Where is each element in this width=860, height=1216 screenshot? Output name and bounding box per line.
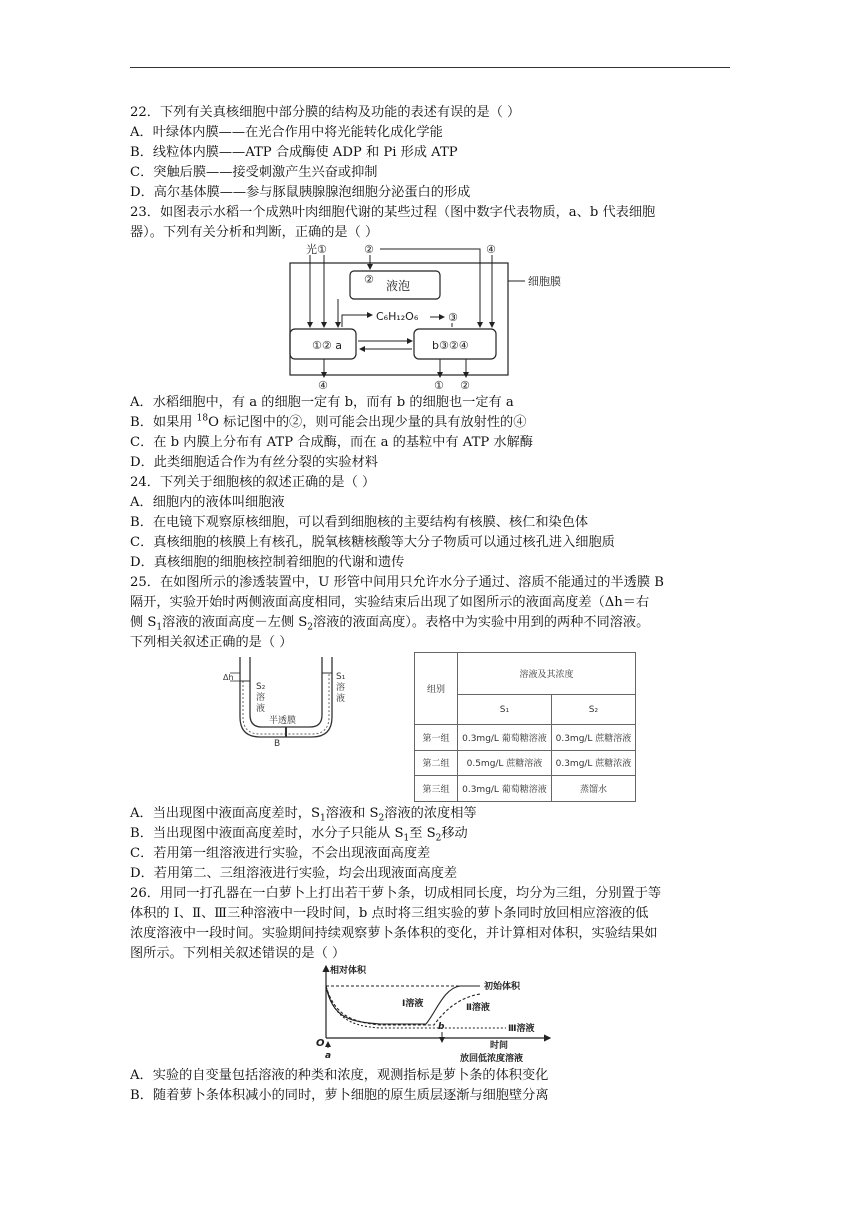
substance-3: ③: [448, 311, 458, 324]
question-22-option-d: D．高尔基体膜——参与豚鼠胰腺腺泡细胞分泌蛋白的形成: [130, 185, 471, 200]
question-26-stem-line4: 图所示。下列相关叙述错误的是（ ）: [130, 946, 346, 961]
organelle-b-label: b③②④: [432, 339, 469, 352]
question-22-option-a: A．叶绿体内膜——在光合作用中将光能转化成化学能: [130, 125, 443, 140]
s1-solution-char2: 液: [336, 694, 346, 704]
table-cell: 0.3mg/L 蔗糖溶液: [551, 725, 635, 751]
question-26-stem-line2: 体积的 Ⅰ、Ⅱ、Ⅲ三种溶液中一段时间，b 点时将三组实验的萝卜条同时放回相应溶液的低: [130, 906, 649, 921]
light-label: 光①: [306, 243, 327, 256]
question-25-stem-line1: 25．在如图所示的渗透装置中，U 形管中间用只允许水分子通过、溶质不能通过的半透膜 B: [130, 575, 664, 590]
question-22-option-b: B．线粒体内膜——ATP 合成酶使 ADP 和 Pi 形成 ATP: [130, 145, 458, 160]
table-cell: 第三组: [415, 776, 458, 802]
substance-2-top: ②: [364, 243, 374, 256]
question-24-option-b: B．在电镜下观察原核细胞，可以看到细胞核的主要结构有核膜、核仁和染色体: [130, 515, 589, 530]
question-26-option-a: A．实验的自变量包括溶液的种类和浓度，观测指标是萝卜条的体积变化: [130, 1068, 549, 1083]
point-b-label: b: [438, 1022, 445, 1032]
question-23-stem-line2: 器）。下列有关分析和判断，正确的是（ ）: [130, 225, 379, 240]
substance-1-bottom: ①: [434, 379, 444, 391]
table-header-s2: S₂: [551, 695, 635, 725]
table-cell: 0.3mg/L 葡萄糖溶液: [458, 725, 552, 751]
header-rule: [130, 67, 730, 68]
question-24-option-d: D．真核细胞的细胞核控制着细胞的代谢和遗传: [130, 555, 405, 570]
origin-label: O: [316, 1038, 325, 1049]
point-a-label: a: [325, 1051, 332, 1061]
table-cell: 0.5mg/L 蔗糖溶液: [458, 750, 552, 776]
table-row: [415, 750, 636, 776]
relative-volume-graph: [310, 962, 570, 1066]
question-24-option-c: C．真核细胞的核膜上有核孔，脱氧核糖核酸等大分子物质可以通过核孔进入细胞质: [130, 535, 615, 550]
question-25-stem-line3: 侧 $S_1$溶液的液面高度－左侧 $S_2$溶液的液面高度）。表格中为实验中用到的两种不同溶液。: [130, 615, 650, 633]
table-cell: 第一组: [415, 725, 458, 751]
question-26-option-b: B．随着萝卜条体积减小的同时，萝卜细胞的原生质层逐渐与细胞壁分离: [130, 1088, 549, 1103]
question-25-option-a: A．当出现图中液面高度差时，$S_1$溶液和 $S_2$溶液的浓度相等: [130, 806, 477, 824]
question-23-option-d: D．此类细胞适合作为有丝分裂的实验材料: [130, 455, 378, 470]
question-23-option-a: A．水稻细胞中，有 a 的细胞一定有 b，而有 b 的细胞也一定有 a: [130, 395, 514, 410]
graph-xlabel: 时间: [490, 1041, 509, 1051]
table-row: [415, 776, 636, 802]
question-24-option-a: A．细胞内的液体叫细胞液: [130, 495, 285, 510]
question-23-stem-line1: 23．如图表示水稻一个成熟叶肉细胞代谢的某些过程（图中数字代表物质，a、b 代表细胞: [130, 205, 656, 220]
table-cell: 蒸馏水: [551, 776, 635, 802]
substance-4-bottom: ④: [318, 379, 328, 391]
solution-2-label: Ⅱ溶液: [466, 1003, 490, 1013]
cell-metabolism-diagram: [280, 241, 590, 391]
u-tube-osmosis-diagram: [222, 655, 352, 747]
organelle-a-label: ①② a: [312, 339, 342, 352]
question-22-stem: 22．下列有关真核细胞中部分膜的结构及功能的表述有误的是（ ）: [130, 105, 521, 120]
s2-solution-char1: 溶: [256, 693, 266, 703]
question-25-stem-line4: 下列相关叙述正确的是（ ）: [130, 635, 293, 650]
cell-membrane-label: 细胞膜: [528, 275, 561, 288]
s2-label: S₂: [256, 682, 266, 692]
graph-ylabel: 相对体积: [330, 966, 367, 976]
question-25-option-b: B．当出现图中液面高度差时，水分子只能从 $S_1$至 $S_2$移动: [130, 826, 468, 844]
vacuole-label: 液泡: [386, 279, 411, 293]
solution-3-label: Ⅲ溶液: [508, 1024, 535, 1034]
solution-1-label: Ⅰ溶液: [402, 999, 424, 1009]
question-24-stem: 24．下列关于细胞核的叙述正确的是（ ）: [130, 475, 376, 490]
solution-table: [414, 652, 636, 802]
question-22-option-c: C．突触后膜——接受刺激产生兴奋或抑制: [130, 165, 378, 180]
membrane-label: 半透膜: [269, 716, 297, 726]
return-low-concentration-label: 放回低浓度溶液: [460, 1054, 524, 1064]
question-25-option-d: D．若用第二、三组溶液进行实验，均会出现液面高度差: [130, 866, 458, 881]
table-header-solution: 溶液及其浓度: [458, 653, 636, 695]
glucose-label: C₆H₁₂O₆: [376, 310, 419, 323]
substance-2-bottom: ②: [460, 379, 470, 391]
substance-4-top: ④: [486, 243, 496, 256]
s1-solution-char1: 溶: [336, 683, 346, 693]
question-26-stem-line3: 浓度溶液中一段时间。实验期间持续观察萝卜条体积的变化，并计算相对体积，实验结果如: [130, 926, 658, 941]
question-23-option-c: C．在 b 内膜上分布有 ATP 合成酶，而在 a 的基粒中有 ATP 水解酶: [130, 435, 533, 450]
question-23-option-b: B．如果用 $^{18}$O 标记图中的②，则可能会出现少量的具有放射性的④: [130, 413, 527, 430]
table-header-group: 组别: [415, 653, 458, 725]
question-25-option-c: C．若用第一组溶液进行实验，不会出现液面高度差: [130, 846, 431, 861]
table-cell: 0.3mg/L 葡萄糖溶液: [458, 776, 552, 802]
s1-label: S₁: [336, 672, 346, 682]
s2-solution-char2: 液: [256, 704, 266, 714]
table-cell: 0.3mg/L 蔗糖浓液: [551, 750, 635, 776]
table-cell: 第二组: [415, 750, 458, 776]
membrane-b-label: B: [274, 739, 281, 747]
table-header-s1: S₁: [458, 695, 552, 725]
question-25-stem-line2: 隔开，实验开始时两侧液面高度相同，实验结束后出现了如图所示的液面高度差（Δh＝右: [130, 595, 650, 610]
vacuole-substance-2: ②: [364, 273, 374, 286]
initial-volume-label: 初始体积: [484, 982, 521, 992]
delta-h-label: Δh: [223, 673, 234, 682]
table-row: [415, 725, 636, 751]
question-26-stem-line1: 26．用同一打孔器在一白萝卜上打出若干萝卜条，切成相同长度，均分为三组，分别置于等: [130, 886, 662, 901]
